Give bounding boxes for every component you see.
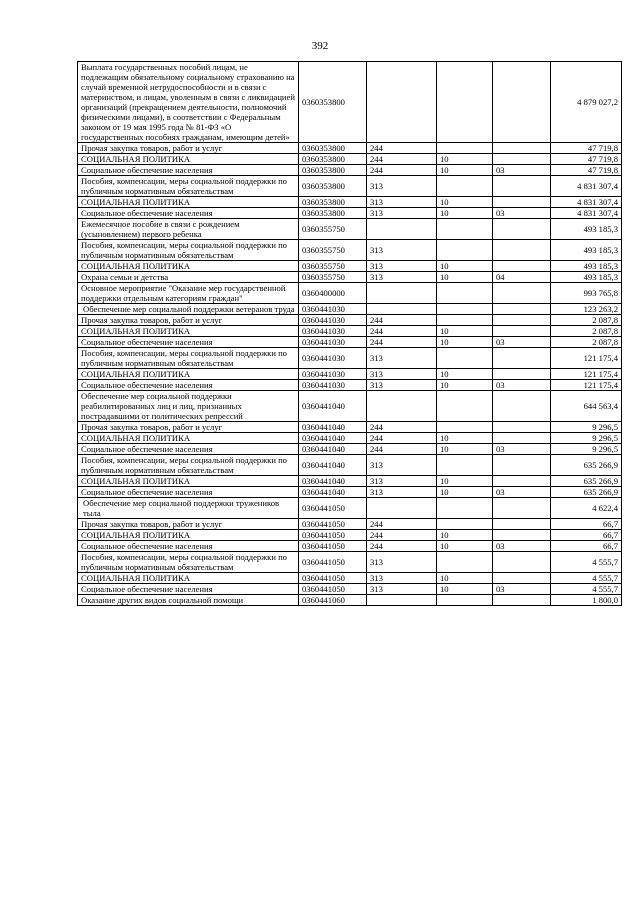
row-vr-cell	[367, 304, 437, 315]
row-name-cell: Пособия, компенсации, меры социальной поддержки по публичным нормативным обязательствам	[78, 348, 299, 369]
row-csr-cell: 0360441030	[299, 369, 367, 380]
row-name-cell: Социальное обеспечение населения	[78, 584, 299, 595]
table-row	[78, 391, 622, 422]
row-sum-cell: 2 087,8	[551, 326, 622, 337]
row-rz-cell	[437, 552, 493, 573]
row-csr-cell: 0360441040	[299, 433, 367, 444]
row-vr-cell: 244	[367, 541, 437, 552]
row-pr-cell: 03	[493, 165, 551, 176]
row-name-cell: Социальное обеспечение населения	[78, 208, 299, 219]
row-sum-cell: 47 719,8	[551, 165, 622, 176]
row-name-cell: СОЦИАЛЬНАЯ ПОЛИТИКА	[78, 369, 299, 380]
table-row	[78, 348, 622, 369]
row-rz-cell	[437, 498, 493, 519]
row-vr-cell: 313	[367, 380, 437, 391]
row-name-cell: СОЦИАЛЬНАЯ ПОЛИТИКА	[78, 154, 299, 165]
row-pr-cell	[493, 552, 551, 573]
row-rz-cell	[437, 219, 493, 240]
row-vr-cell: 244	[367, 326, 437, 337]
row-pr-cell	[493, 283, 551, 304]
row-sum-cell: 66,7	[551, 541, 622, 552]
page-number: 392	[311, 40, 329, 52]
row-name-cell: СОЦИАЛЬНАЯ ПОЛИТИКА	[78, 530, 299, 541]
row-rz-cell: 10	[437, 165, 493, 176]
row-rz-cell	[437, 519, 493, 530]
row-pr-cell	[493, 240, 551, 261]
row-pr-cell	[493, 143, 551, 154]
table-row	[78, 143, 622, 154]
row-rz-cell: 10	[437, 541, 493, 552]
row-sum-cell: 1 800,0	[551, 595, 622, 606]
row-csr-cell: 0360353800	[299, 165, 367, 176]
table-row	[78, 326, 622, 337]
row-rz-cell	[437, 143, 493, 154]
row-name-cell: Социальное обеспечение населения	[78, 444, 299, 455]
table-row	[78, 261, 622, 272]
row-csr-cell: 0360353800	[299, 197, 367, 208]
row-sum-cell: 493 185,3	[551, 261, 622, 272]
row-name-cell: Социальное обеспечение населения	[78, 165, 299, 176]
row-csr-cell: 0360441030	[299, 337, 367, 348]
row-name-cell: Оказание других видов социальной помощи	[78, 595, 299, 606]
row-pr-cell	[493, 62, 551, 143]
row-rz-cell	[437, 391, 493, 422]
row-name-cell: СОЦИАЛЬНАЯ ПОЛИТИКА	[78, 261, 299, 272]
row-sum-cell: 9 296,5	[551, 444, 622, 455]
budget-table	[77, 61, 622, 606]
row-csr-cell: 0360441030	[299, 380, 367, 391]
row-pr-cell	[493, 422, 551, 433]
row-csr-cell: 0360400000	[299, 283, 367, 304]
row-rz-cell	[437, 422, 493, 433]
table-row	[78, 444, 622, 455]
row-pr-cell	[493, 595, 551, 606]
table-row	[78, 380, 622, 391]
row-sum-cell: 493 185,3	[551, 240, 622, 261]
row-sum-cell: 121 175,4	[551, 369, 622, 380]
row-sum-cell: 66,7	[551, 530, 622, 541]
row-name-cell: СОЦИАЛЬНАЯ ПОЛИТИКА	[78, 433, 299, 444]
row-vr-cell: 244	[367, 519, 437, 530]
row-sum-cell: 66,7	[551, 519, 622, 530]
row-vr-cell	[367, 391, 437, 422]
row-csr-cell: 0360353800	[299, 208, 367, 219]
table-row	[78, 240, 622, 261]
row-csr-cell: 0360441040	[299, 422, 367, 433]
table-row	[78, 176, 622, 197]
row-name-cell: Охрана семьи и детства	[78, 272, 299, 283]
row-sum-cell: 121 175,4	[551, 380, 622, 391]
table-row	[78, 369, 622, 380]
table-row	[78, 315, 622, 326]
row-rz-cell	[437, 348, 493, 369]
row-vr-cell	[367, 595, 437, 606]
row-name-cell: Ежемесячное пособие в связи с рождением (усыновлением) первого ребенка	[78, 219, 299, 240]
table-row	[78, 165, 622, 176]
row-name-cell: Прочая закупка товаров, работ и услуг	[78, 315, 299, 326]
table-row	[78, 476, 622, 487]
row-csr-cell: 0360441030	[299, 304, 367, 315]
row-csr-cell: 0360353800	[299, 62, 367, 143]
row-vr-cell: 244	[367, 337, 437, 348]
row-csr-cell: 0360353800	[299, 154, 367, 165]
row-pr-cell: 03	[493, 444, 551, 455]
row-pr-cell	[493, 433, 551, 444]
row-csr-cell: 0360441040	[299, 487, 367, 498]
row-rz-cell: 10	[437, 530, 493, 541]
row-csr-cell: 0360441050	[299, 573, 367, 584]
row-sum-cell: 123 263,2	[551, 304, 622, 315]
row-rz-cell	[437, 283, 493, 304]
row-rz-cell: 10	[437, 476, 493, 487]
row-sum-cell: 4 622,4	[551, 498, 622, 519]
row-pr-cell	[493, 219, 551, 240]
row-name-cell: Пособия, компенсации, меры социальной поддержки по публичным нормативным обязательствам	[78, 176, 299, 197]
row-vr-cell: 244	[367, 444, 437, 455]
row-sum-cell: 4 879 027,2	[551, 62, 622, 143]
row-name-cell: СОЦИАЛЬНАЯ ПОЛИТИКА	[78, 573, 299, 584]
row-name-cell: Выплата государственных пособий лицам, не подлежащим обязательному социальному страхованию на случай временной нетрудоспособности и в связи с материнством, и лицам, уволенным в связи с ликвидацией организаций (прекращением деятельности, полномочий физическими лицами), в соответствии с Федеральным законом от 19 мая 1995 года № 81-ФЗ «О государственных пособиях гражданам, имеющим детей»	[78, 62, 299, 143]
row-pr-cell	[493, 391, 551, 422]
row-rz-cell: 10	[437, 584, 493, 595]
row-pr-cell	[493, 476, 551, 487]
row-vr-cell: 313	[367, 176, 437, 197]
row-vr-cell: 313	[367, 584, 437, 595]
table-row	[78, 283, 622, 304]
row-vr-cell: 313	[367, 487, 437, 498]
row-sum-cell: 993 765,8	[551, 283, 622, 304]
row-sum-cell: 4 831 307,4	[551, 197, 622, 208]
row-csr-cell: 0360355750	[299, 240, 367, 261]
row-pr-cell	[493, 154, 551, 165]
row-pr-cell: 03	[493, 380, 551, 391]
row-pr-cell	[493, 573, 551, 584]
row-vr-cell: 313	[367, 208, 437, 219]
row-name-cell: Пособия, компенсации, меры социальной поддержки по публичным нормативным обязательствам	[78, 552, 299, 573]
table-row	[78, 584, 622, 595]
row-name-cell: Обеспечение мер социальной поддержки ветеранов труда	[78, 304, 299, 315]
row-rz-cell: 10	[437, 380, 493, 391]
row-csr-cell: 0360355750	[299, 219, 367, 240]
row-sum-cell: 493 185,3	[551, 272, 622, 283]
row-rz-cell	[437, 176, 493, 197]
row-vr-cell: 313	[367, 369, 437, 380]
row-pr-cell	[493, 498, 551, 519]
table-row	[78, 573, 622, 584]
row-csr-cell: 0360441050	[299, 541, 367, 552]
row-pr-cell	[493, 519, 551, 530]
row-vr-cell: 313	[367, 197, 437, 208]
row-sum-cell: 47 719,8	[551, 143, 622, 154]
row-name-cell: Социальное обеспечение населения	[78, 487, 299, 498]
row-vr-cell: 244	[367, 433, 437, 444]
row-sum-cell: 4 831 307,4	[551, 208, 622, 219]
row-csr-cell: 0360441040	[299, 391, 367, 422]
row-csr-cell: 0360441030	[299, 315, 367, 326]
row-pr-cell	[493, 176, 551, 197]
table-row	[78, 304, 622, 315]
row-pr-cell	[493, 369, 551, 380]
row-sum-cell: 2 087,8	[551, 315, 622, 326]
row-rz-cell: 10	[437, 433, 493, 444]
row-pr-cell: 03	[493, 337, 551, 348]
row-name-cell: Социальное обеспечение населения	[78, 541, 299, 552]
row-csr-cell: 0360353800	[299, 176, 367, 197]
row-name-cell: СОЦИАЛЬНАЯ ПОЛИТИКА	[78, 476, 299, 487]
row-vr-cell: 244	[367, 154, 437, 165]
budget-table-body	[78, 62, 622, 606]
row-rz-cell: 10	[437, 261, 493, 272]
row-csr-cell: 0360355750	[299, 272, 367, 283]
table-row	[78, 197, 622, 208]
row-vr-cell: 313	[367, 348, 437, 369]
row-csr-cell: 0360441040	[299, 476, 367, 487]
row-rz-cell: 10	[437, 487, 493, 498]
table-row	[78, 154, 622, 165]
row-sum-cell: 4 555,7	[551, 584, 622, 595]
table-row	[78, 595, 622, 606]
table-row	[78, 552, 622, 573]
row-name-cell: Обеспечение мер социальной поддержки реабилитированных лиц и лиц, признанных пострадавшими от политических репрессий	[78, 391, 299, 422]
row-pr-cell: 04	[493, 272, 551, 283]
row-csr-cell: 0360355750	[299, 261, 367, 272]
row-vr-cell	[367, 498, 437, 519]
row-vr-cell: 313	[367, 552, 437, 573]
row-csr-cell: 0360441050	[299, 552, 367, 573]
row-vr-cell: 244	[367, 422, 437, 433]
row-rz-cell: 10	[437, 369, 493, 380]
table-row	[78, 62, 622, 143]
row-name-cell: Прочая закупка товаров, работ и услуг	[78, 143, 299, 154]
row-name-cell: Пособия, компенсации, меры социальной поддержки по публичным нормативным обязательствам	[78, 455, 299, 476]
row-vr-cell	[367, 283, 437, 304]
row-sum-cell: 9 296,5	[551, 433, 622, 444]
row-pr-cell	[493, 455, 551, 476]
table-row	[78, 541, 622, 552]
row-name-cell: Социальное обеспечение населения	[78, 337, 299, 348]
row-pr-cell	[493, 530, 551, 541]
row-sum-cell: 635 266,9	[551, 455, 622, 476]
row-name-cell: Пособия, компенсации, меры социальной поддержки по публичным нормативным обязательствам	[78, 240, 299, 261]
row-sum-cell: 635 266,9	[551, 487, 622, 498]
row-sum-cell: 47 719,8	[551, 154, 622, 165]
row-pr-cell	[493, 197, 551, 208]
row-pr-cell	[493, 326, 551, 337]
table-row	[78, 487, 622, 498]
table-row	[78, 272, 622, 283]
row-sum-cell: 635 266,9	[551, 476, 622, 487]
row-rz-cell	[437, 595, 493, 606]
row-rz-cell: 10	[437, 197, 493, 208]
row-pr-cell	[493, 315, 551, 326]
row-rz-cell: 10	[437, 573, 493, 584]
row-pr-cell	[493, 261, 551, 272]
row-sum-cell: 2 087,8	[551, 337, 622, 348]
row-name-cell: Обеспечение мер социальной поддержки тружеников тыла	[78, 498, 299, 519]
row-pr-cell: 03	[493, 487, 551, 498]
row-vr-cell: 244	[367, 530, 437, 541]
row-rz-cell	[437, 315, 493, 326]
row-name-cell: Прочая закупка товаров, работ и услуг	[78, 519, 299, 530]
row-rz-cell	[437, 240, 493, 261]
row-vr-cell: 244	[367, 315, 437, 326]
row-rz-cell: 10	[437, 337, 493, 348]
row-rz-cell: 10	[437, 208, 493, 219]
table-row	[78, 208, 622, 219]
row-rz-cell	[437, 62, 493, 143]
row-csr-cell: 0360353800	[299, 143, 367, 154]
row-sum-cell: 9 296,5	[551, 422, 622, 433]
row-vr-cell	[367, 62, 437, 143]
row-csr-cell: 0360441050	[299, 584, 367, 595]
row-rz-cell	[437, 304, 493, 315]
row-vr-cell: 313	[367, 476, 437, 487]
row-rz-cell	[437, 455, 493, 476]
row-rz-cell: 10	[437, 272, 493, 283]
row-sum-cell: 493 185,3	[551, 219, 622, 240]
row-pr-cell	[493, 304, 551, 315]
row-name-cell: Социальное обеспечение населения	[78, 380, 299, 391]
row-vr-cell	[367, 219, 437, 240]
row-name-cell: СОЦИАЛЬНАЯ ПОЛИТИКА	[78, 326, 299, 337]
row-vr-cell: 313	[367, 573, 437, 584]
row-sum-cell: 644 563,4	[551, 391, 622, 422]
row-pr-cell	[493, 348, 551, 369]
table-row	[78, 498, 622, 519]
row-pr-cell: 03	[493, 208, 551, 219]
table-row	[78, 530, 622, 541]
table-row	[78, 519, 622, 530]
row-name-cell: Прочая закупка товаров, работ и услуг	[78, 422, 299, 433]
row-name-cell: Основное мероприятие "Оказание мер государственной поддержки отдельным категориям граждан"	[78, 283, 299, 304]
row-csr-cell: 0360441040	[299, 444, 367, 455]
row-vr-cell: 244	[367, 165, 437, 176]
row-vr-cell: 313	[367, 261, 437, 272]
row-pr-cell: 03	[493, 584, 551, 595]
row-pr-cell: 03	[493, 541, 551, 552]
row-rz-cell: 10	[437, 444, 493, 455]
row-vr-cell: 313	[367, 240, 437, 261]
table-row	[78, 422, 622, 433]
row-sum-cell: 4 555,7	[551, 552, 622, 573]
row-sum-cell: 4 555,7	[551, 573, 622, 584]
row-csr-cell: 0360441040	[299, 455, 367, 476]
row-name-cell: СОЦИАЛЬНАЯ ПОЛИТИКА	[78, 197, 299, 208]
row-vr-cell: 244	[367, 143, 437, 154]
row-csr-cell: 0360441050	[299, 530, 367, 541]
table-row	[78, 455, 622, 476]
row-csr-cell: 0360441030	[299, 326, 367, 337]
row-csr-cell: 0360441050	[299, 519, 367, 530]
row-csr-cell: 0360441050	[299, 498, 367, 519]
table-row	[78, 337, 622, 348]
row-vr-cell: 313	[367, 272, 437, 283]
row-rz-cell: 10	[437, 154, 493, 165]
table-row	[78, 219, 622, 240]
row-csr-cell: 0360441060	[299, 595, 367, 606]
row-vr-cell: 313	[367, 455, 437, 476]
row-csr-cell: 0360441030	[299, 348, 367, 369]
row-sum-cell: 121 175,4	[551, 348, 622, 369]
row-rz-cell: 10	[437, 326, 493, 337]
row-sum-cell: 4 831 307,4	[551, 176, 622, 197]
table-row	[78, 433, 622, 444]
